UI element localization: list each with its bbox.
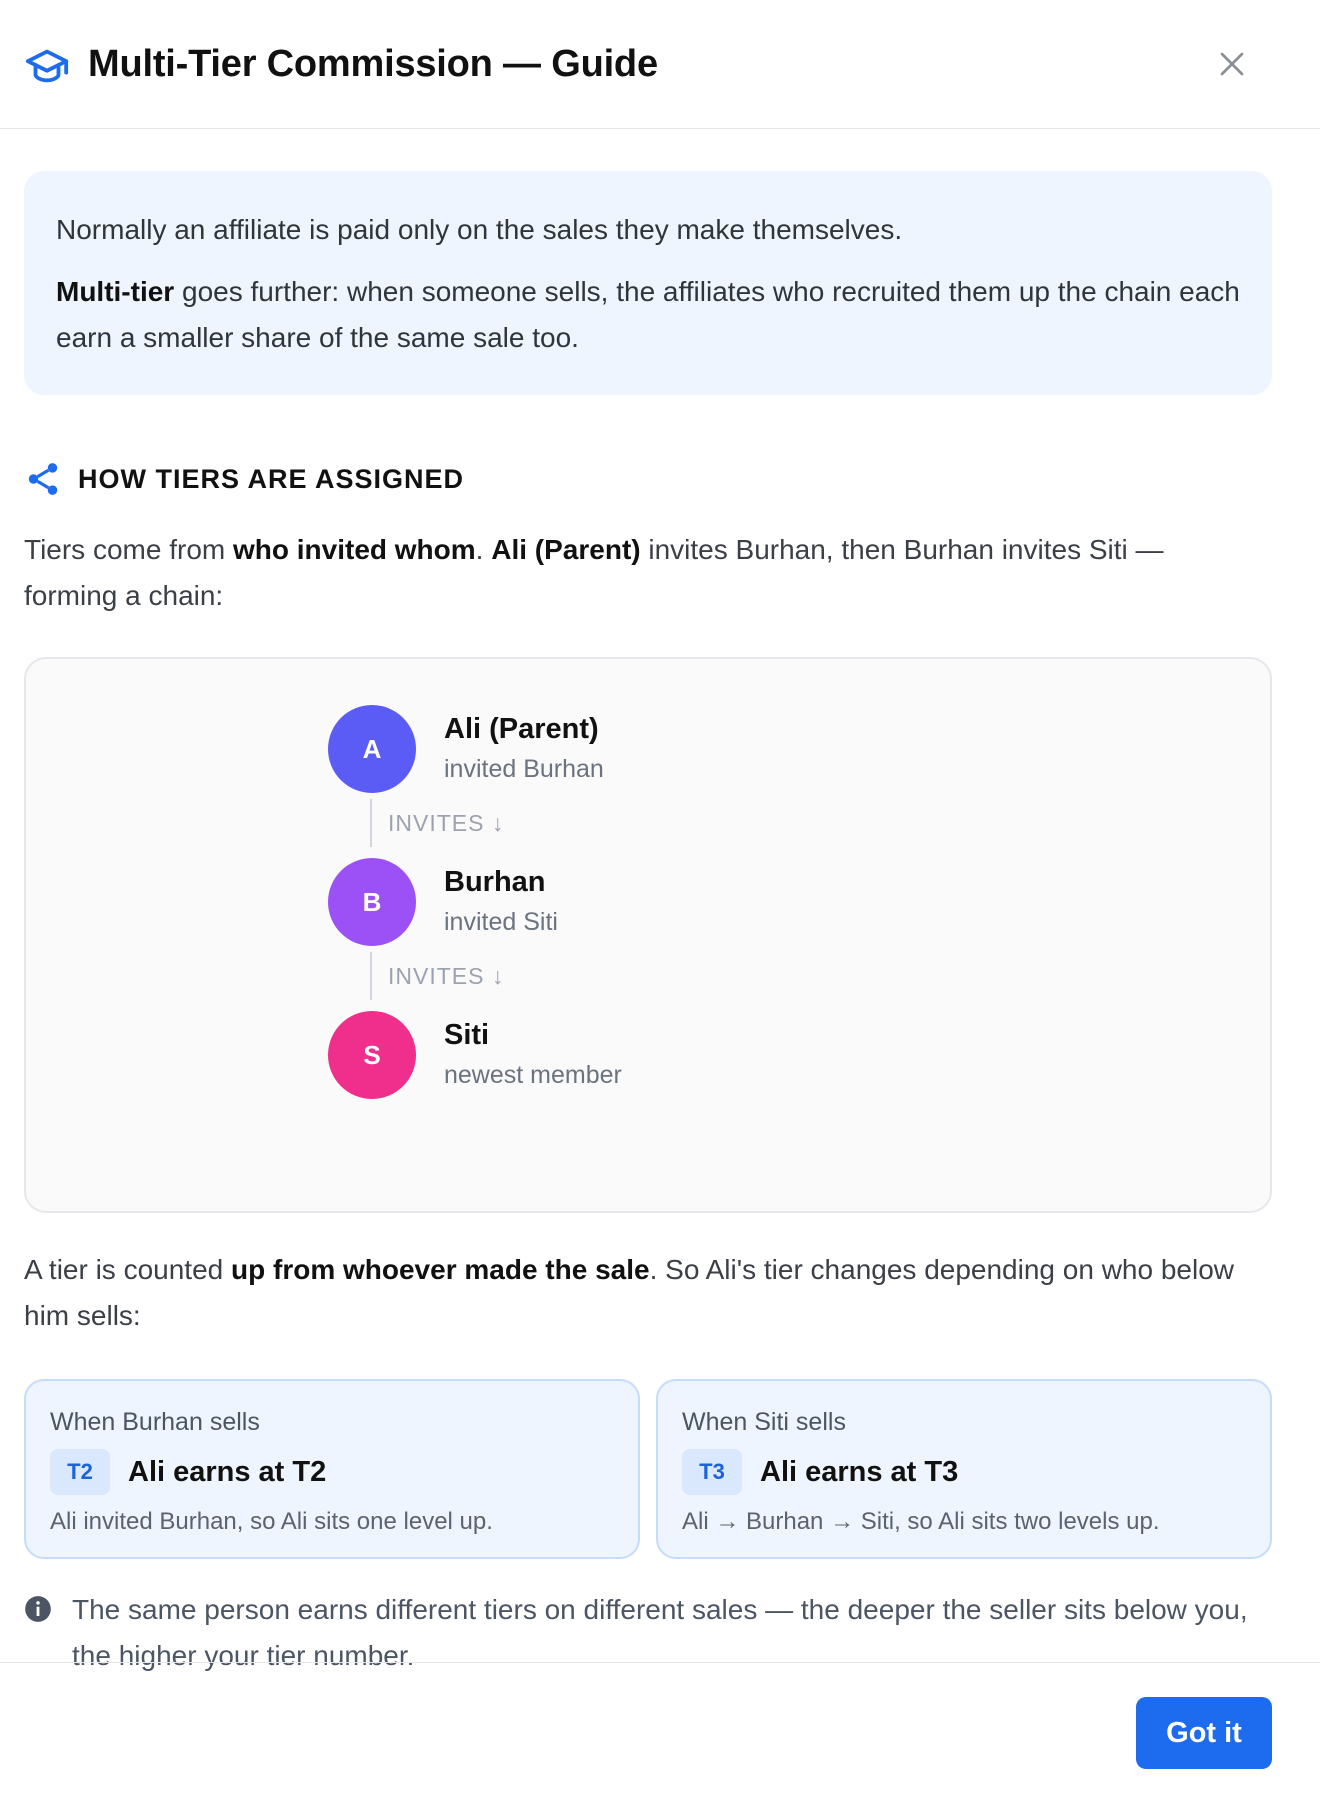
text: invites Burhan, then Burhan invites Siti — forming a chain: — [24, 534, 1164, 611]
modal-footer — [0, 1662, 1320, 1800]
got-it-button[interactable]: Got it — [1136, 1697, 1272, 1769]
member-name: Burhan — [444, 866, 546, 898]
member-name: Ali (Parent) — [444, 713, 599, 745]
member-name: Siti — [444, 1019, 490, 1051]
card-earn: Ali earns at T2 — [128, 1455, 327, 1488]
bold-text: Ali (Parent) — [491, 534, 641, 565]
intro-rest: goes further: when someone sells, the affiliates who recruited them up the chain each earn a smaller share of the same sale too. — [56, 276, 1240, 353]
card-desc: Ali → Burhan → Siti, so Ali sits two levels up. — [682, 1508, 1160, 1535]
avatar: S — [328, 1011, 416, 1099]
close-icon[interactable] — [1212, 44, 1252, 84]
card-desc: Ali invited Burhan, so Ali sits one level up. — [50, 1508, 493, 1535]
tier-card-burhan — [24, 1379, 640, 1559]
tier-card-siti — [656, 1379, 1272, 1559]
info-icon — [24, 1595, 52, 1623]
tier-badge: T2 — [50, 1449, 110, 1495]
avatar: B — [328, 858, 416, 946]
chain-explanation — [24, 527, 1254, 619]
section-heading — [24, 459, 1296, 499]
modal-title: Multi-Tier Commission — Guide — [88, 42, 658, 85]
note-text: The same person earns different tiers on different sales — the deeper the seller sits below you, the higher your tier number. — [72, 1594, 1248, 1671]
intro-box — [24, 171, 1272, 395]
invites-connector: INVITES ↓ — [370, 799, 504, 847]
invites-connector: INVITES ↓ — [370, 952, 504, 1000]
intro-line-2 — [56, 269, 1240, 361]
member-note: invited Burhan — [444, 755, 604, 783]
card-when: When Siti sells — [682, 1408, 846, 1436]
section-title: HOW TIERS ARE ASSIGNED — [78, 463, 465, 494]
chain-node-ali — [328, 705, 604, 793]
member-note: newest member — [444, 1061, 622, 1089]
share-icon — [24, 460, 62, 498]
graduation-cap-icon — [24, 42, 70, 88]
chain-node-burhan — [328, 858, 558, 946]
text: . So Ali's tier changes depending on who below him sells: — [24, 1254, 1234, 1331]
modal-body — [0, 129, 1296, 1679]
intro-bold: Multi-tier — [56, 276, 175, 307]
intro-line-1: Normally an affiliate is paid only on the sales they make themselves. — [56, 214, 903, 245]
chain-node-siti — [328, 1011, 622, 1099]
member-note: invited Siti — [444, 908, 558, 936]
invite-chain-diagram — [24, 657, 1272, 1213]
text: A tier is counted — [24, 1254, 232, 1285]
card-when: When Burhan sells — [50, 1408, 260, 1436]
avatar: A — [328, 705, 416, 793]
bold-text: who invited whom — [233, 534, 476, 565]
tier-explanation — [24, 1247, 1254, 1339]
card-earn: Ali earns at T3 — [760, 1455, 959, 1488]
modal-header — [0, 0, 1320, 129]
tier-badge: T3 — [682, 1449, 742, 1495]
bold-text: up from whoever made the sale — [231, 1254, 650, 1285]
text: . — [475, 534, 492, 565]
text: Tiers come from — [24, 534, 233, 565]
tier-example-cards — [24, 1379, 1296, 1559]
